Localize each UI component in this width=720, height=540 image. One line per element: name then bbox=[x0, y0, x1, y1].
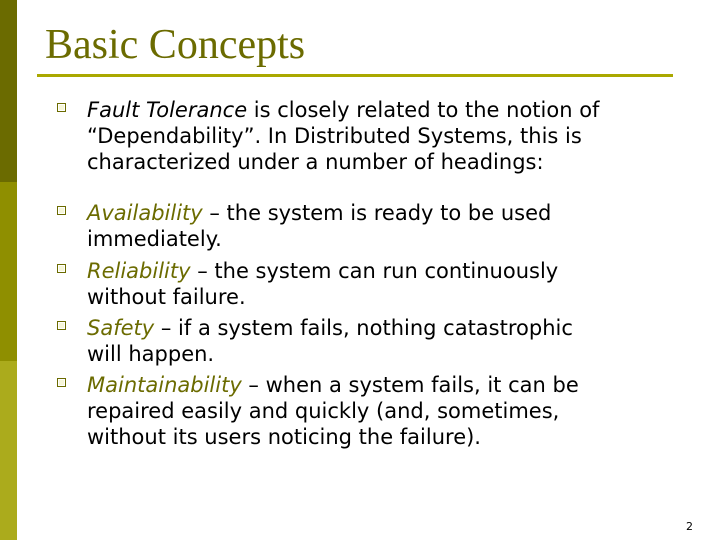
bullet-text bbox=[87, 97, 687, 175]
bullet-line: – the system can run continuously bbox=[190, 259, 559, 283]
square-bullet-icon bbox=[57, 206, 66, 215]
term-safety: Safety bbox=[87, 316, 155, 340]
bullet-line: – the system is ready to be used bbox=[202, 201, 552, 225]
bullet-line: without its users noticing the failure). bbox=[87, 425, 481, 449]
bullet-line: repaired easily and quickly (and, sometimes, bbox=[87, 399, 560, 423]
slide-title: Basic Concepts bbox=[45, 22, 306, 68]
square-bullet-icon bbox=[57, 103, 66, 112]
bullet-line: is closely related to the notion of bbox=[247, 98, 600, 122]
bullet-text bbox=[87, 200, 687, 252]
square-bullet-icon bbox=[57, 378, 66, 387]
bullet-text bbox=[87, 315, 687, 367]
bullet-line: without failure. bbox=[87, 285, 246, 309]
term-reliability: Reliability bbox=[87, 259, 191, 283]
term-fault-tolerance: Fault Tolerance bbox=[87, 98, 248, 122]
sidebar-segment-bottom bbox=[0, 361, 17, 540]
bullet-text bbox=[87, 372, 687, 450]
slide-number: 2 bbox=[686, 520, 693, 533]
square-bullet-icon bbox=[57, 264, 66, 273]
term-availability: Availability bbox=[87, 201, 203, 225]
bullet-line: – if a system fails, nothing catastrophic bbox=[154, 316, 573, 340]
term-maintainability: Maintainability bbox=[87, 373, 242, 397]
bullet-line: “Dependability”. In Distributed Systems, this is bbox=[87, 124, 582, 148]
bullet-line: characterized under a number of headings: bbox=[87, 150, 544, 174]
title-underline bbox=[37, 74, 673, 77]
bullet-line: immediately. bbox=[87, 227, 222, 251]
sidebar-accent bbox=[0, 0, 17, 540]
sidebar-segment-middle bbox=[0, 182, 17, 361]
square-bullet-icon bbox=[57, 321, 66, 330]
bullet-line: will happen. bbox=[87, 342, 215, 366]
sidebar-segment-top bbox=[0, 0, 17, 182]
bullet-line: – when a system fails, it can be bbox=[241, 373, 579, 397]
bullet-text bbox=[87, 258, 687, 310]
